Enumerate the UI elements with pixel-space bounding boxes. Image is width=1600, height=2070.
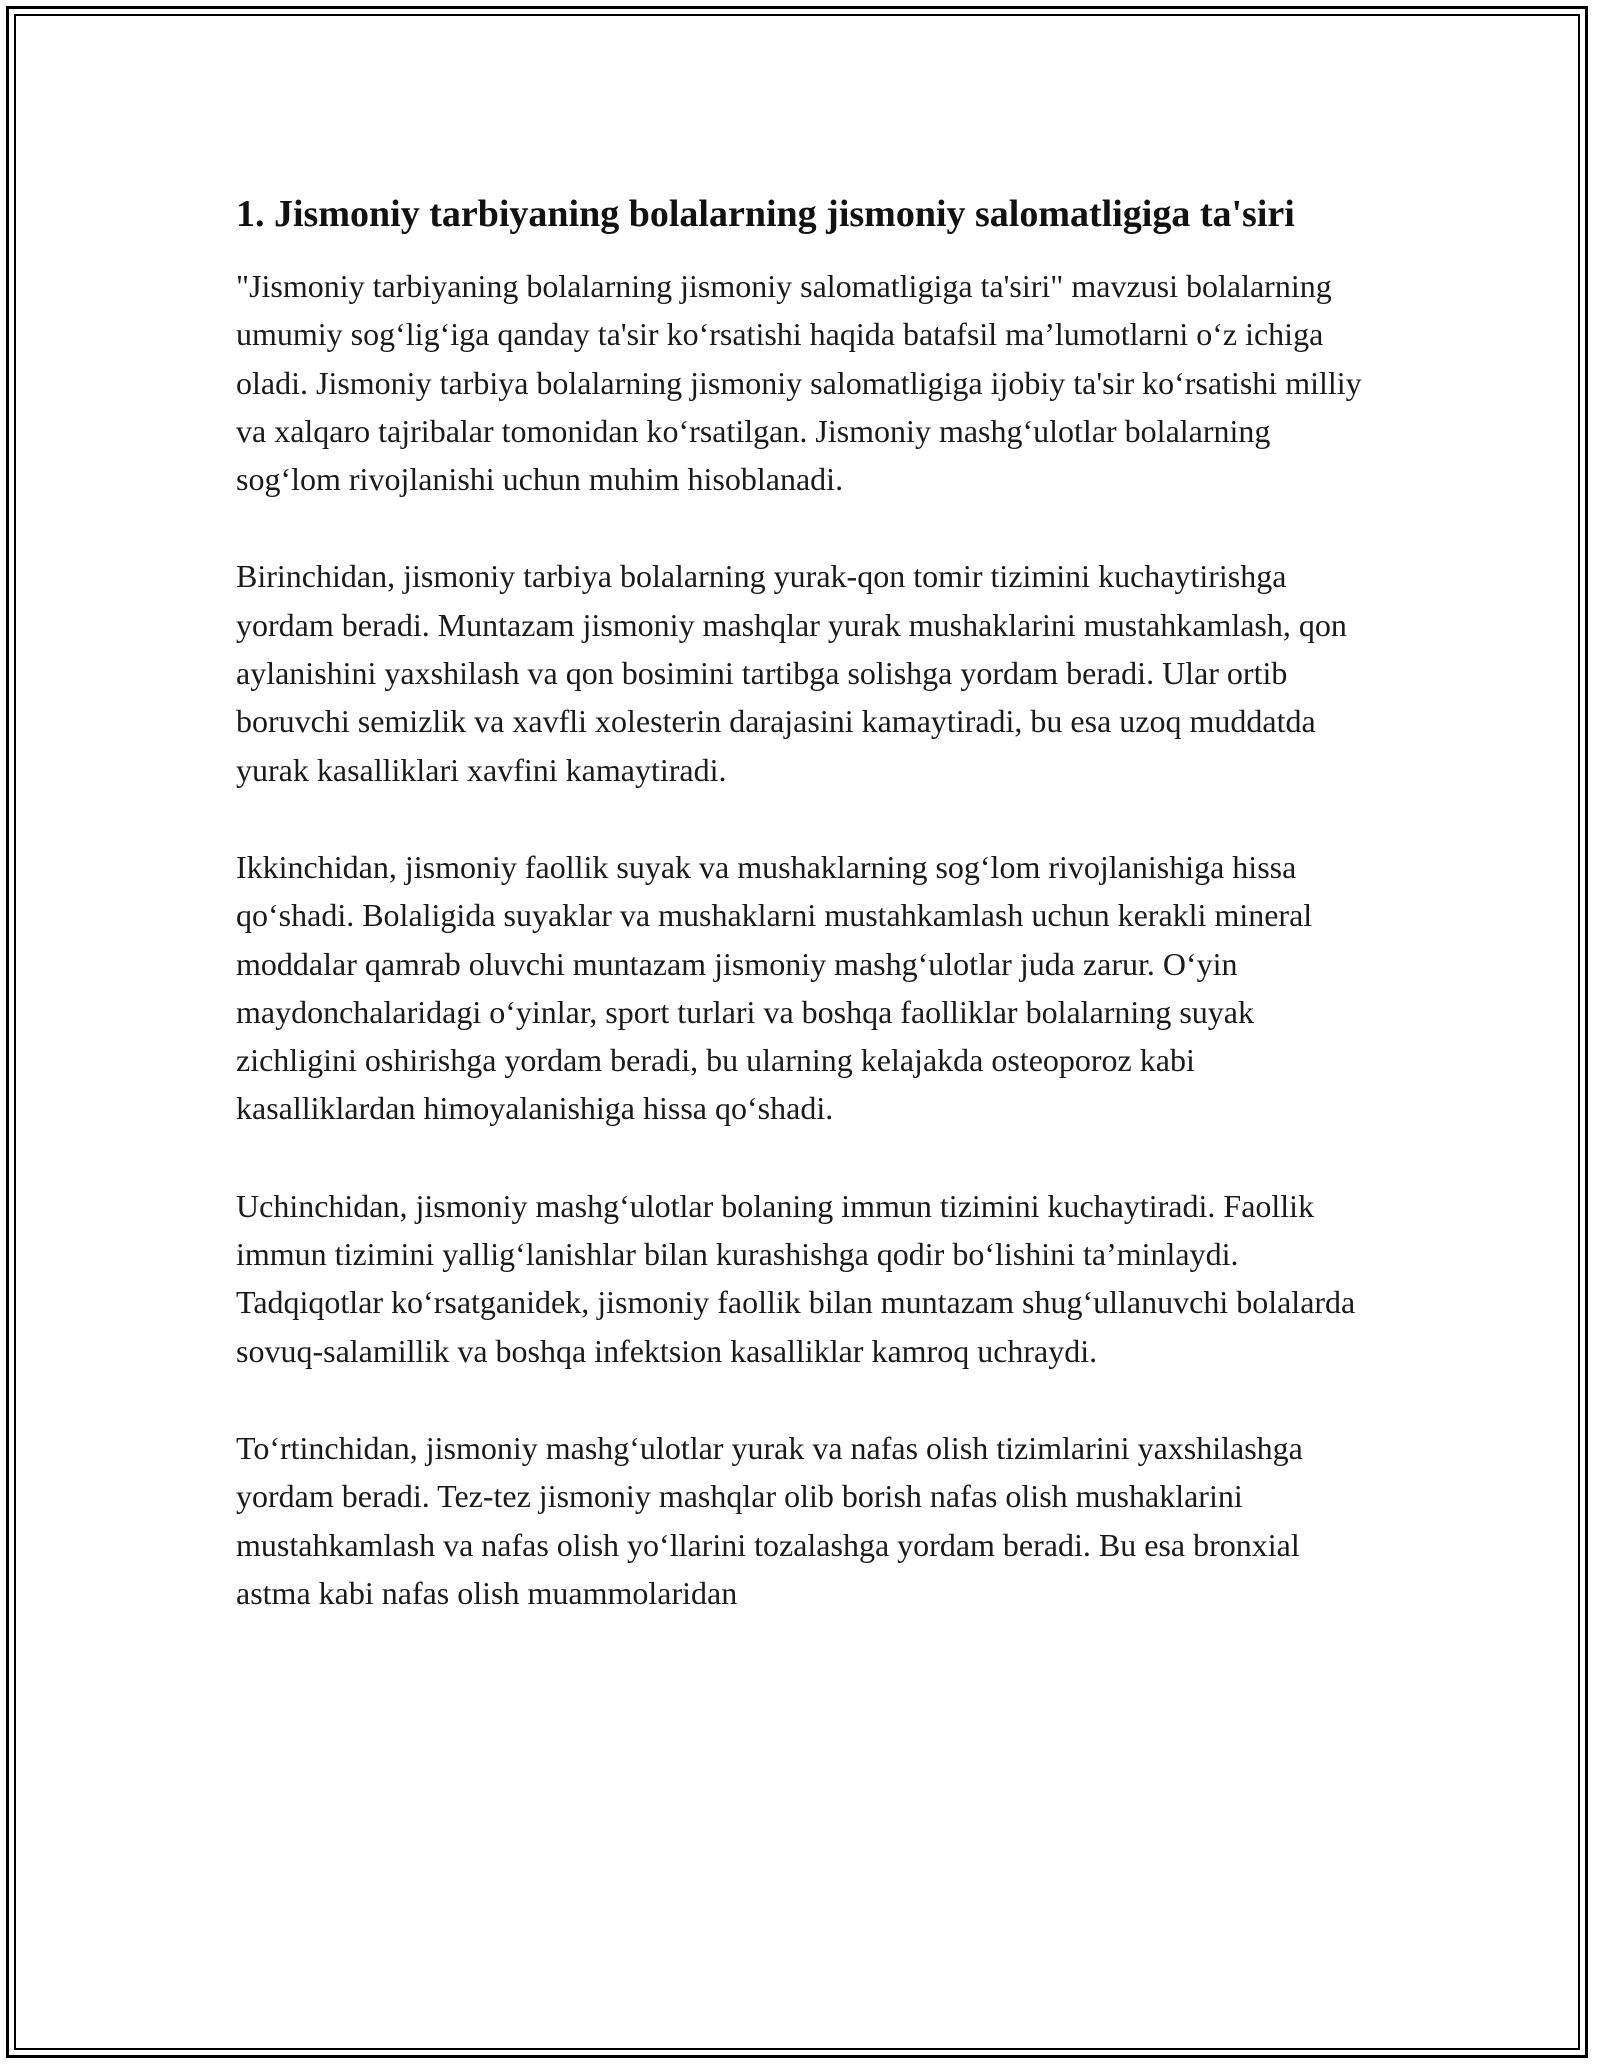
paragraph-fourth: To‘rtinchidan, jismoniy mashg‘ulotlar yurak va nafas olish tizimlarini yaxshilashga yordam beradi. Tez-tez jismoniy mashqlar olib borish nafas olish mushaklarini mustahkamlash va nafas olish yo‘llarini tozalashga yordam beradi. Bu esa bronxial astma kabi nafas olish muammolaridan bbox=[236, 1429, 1303, 1611]
paragraph-intro: "Jismoniy tarbiyaning bolalarning jismoniy salomatligiga ta'siri" mavzusi bolalarning umumiy sog‘lig‘iga qanday ta'sir ko‘rsatishi haqida batafsil ma’lumotlarni o‘z ichiga oladi. Jismoniy tarbiya bolalarning jismoniy salomatligiga ijobiy ta'sir ko‘rsatishi milliy va xalqaro tajribalar tomonidan ko‘rsatilgan. Jismoniy mashg‘ulotlar bolalarning sog‘lom rivojlanishi uchun muhim hisoblanadi. bbox=[236, 268, 1362, 498]
paragraph-third: Uchinchidan, jismoniy mashg‘ulotlar bolaning immun tizimini kuchaytiradi. Faollik immun tizimini yallig‘lanishlar bilan kurashishga qodir bo‘lishini ta’minlaydi. Tadqiqotlar ko‘rsatganidek, jismoniy faollik bilan muntazam shug‘ullanuvchi bolalarda sovuq-salamillik va boshqa infektsion kasalliklar kamroq uchraydi. bbox=[236, 1187, 1356, 1369]
paragraph-first: Birinchidan, jismoniy tarbiya bolalarning yurak-qon tomir tizimini kuchaytirishga yordam beradi. Muntazam jismoniy mashqlar yurak mushaklarini mustahkamlash, qon aylanishini yaxshilash va qon bosimini tartibga solishga yordam beradi. Ular ortib boruvchi semizlik va xavfli xolesterin darajasini kamaytiradi, bu esa uzoq muddatda yurak kasalliklari xavfini kamaytiradi. bbox=[236, 558, 1347, 788]
paragraph-second: Ikkinchidan, jismoniy faollik suyak va mushaklarning sog‘lom rivojlanishiga hissa qo‘shadi. Bolaligida suyaklar va mushaklarni mustahkamlash uchun kerakli mineral moddalar qamrab oluvchi muntazam jismoniy mashg‘ulotlar juda zarur. O‘yin maydonchalaridagi o‘yinlar, sport turlari va boshqa faolliklar bolalarning suyak zichligini oshirishga yordam beradi, bu ularning kelajakda osteoporoz kabi kasalliklardan himoyalanishiga hissa qo‘shadi. bbox=[236, 848, 1313, 1127]
document-body bbox=[236, 186, 1370, 1666]
section-heading: 1. Jismoniy tarbiyaning bolalarning jismoniy salomatligiga ta'siri bbox=[236, 193, 1295, 235]
